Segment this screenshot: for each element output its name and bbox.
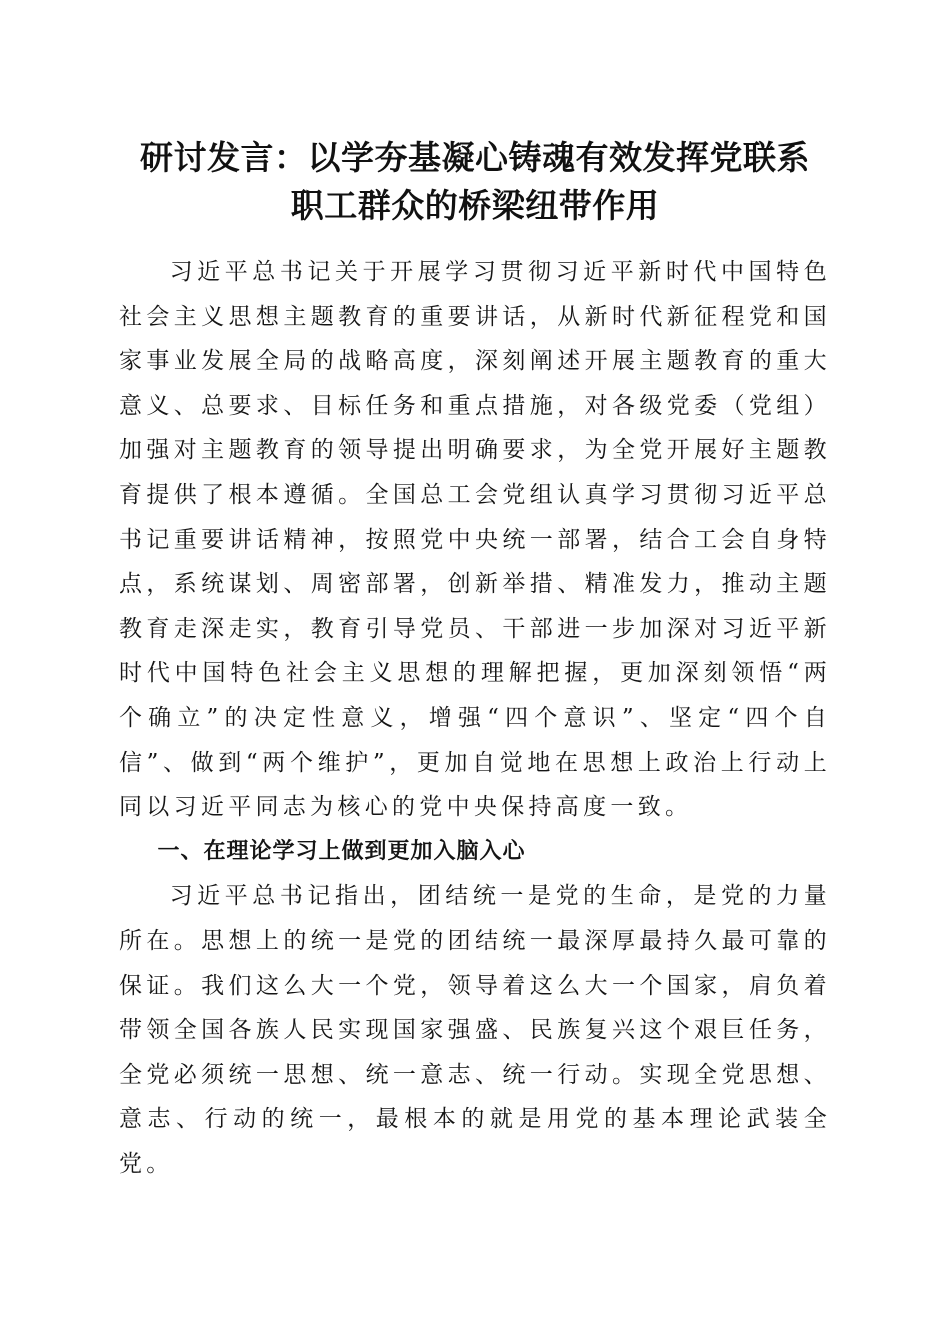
section-heading-1: 一、在理论学习上做到更加入脑入心 <box>157 838 526 864</box>
title-line-1: 研讨发言：以学夯基凝心铸魂有效发挥党联系 <box>140 138 810 177</box>
body-paragraph-2: 习近平总书记指出，团结统一是党的生命，是党的力量所在。思想上的统一是党的团结统一最深厚最持久最可靠的保证。我们这么大一个党，领导着这么大一个国家，肩负着带领全国各族人民实现国家强盛、民族复兴这个艰巨任务，全党必须统一思想、统一意志、统一行动。实现全党思想、意志、行动的统一，最根本的就是用党的基本理论武装全党。 <box>119 883 831 1177</box>
body-paragraph-1: 习近平总书记关于开展学习贯彻习近平新时代中国特色社会主义思想主题教育的重要讲话，从新时代新征程党和国家事业发展全局的战略高度，深刻阐述开展主题教育的重大意义、总要求、目标任务和重点措施，对各级党委（党组）加强对主题教育的领导提出明确要求，为全党开展好主题教育提供了根本遵循。全国总工会党组认真学习贯彻习近平总书记重要讲话精神，按照党中央统一部署，结合工会自身特点，系统谋划、周密部署，创新举措、精准发力，推动主题教育走深走实，教育引导党员、干部进一步加深对习近平新时代中国特色社会主义思想的理解把握，更加深刻领悟“两个确立”的决定性意义，增强“四个意识”、坚定“四个自信”、做到“两个维护”，更加自觉地在思想上政治上行动上同以习近平同志为核心的党中央保持高度一致。 <box>119 259 831 821</box>
document-body <box>119 250 831 1186</box>
document-title <box>100 134 850 230</box>
title-line-2: 职工群众的桥梁纽带作用 <box>290 186 660 225</box>
